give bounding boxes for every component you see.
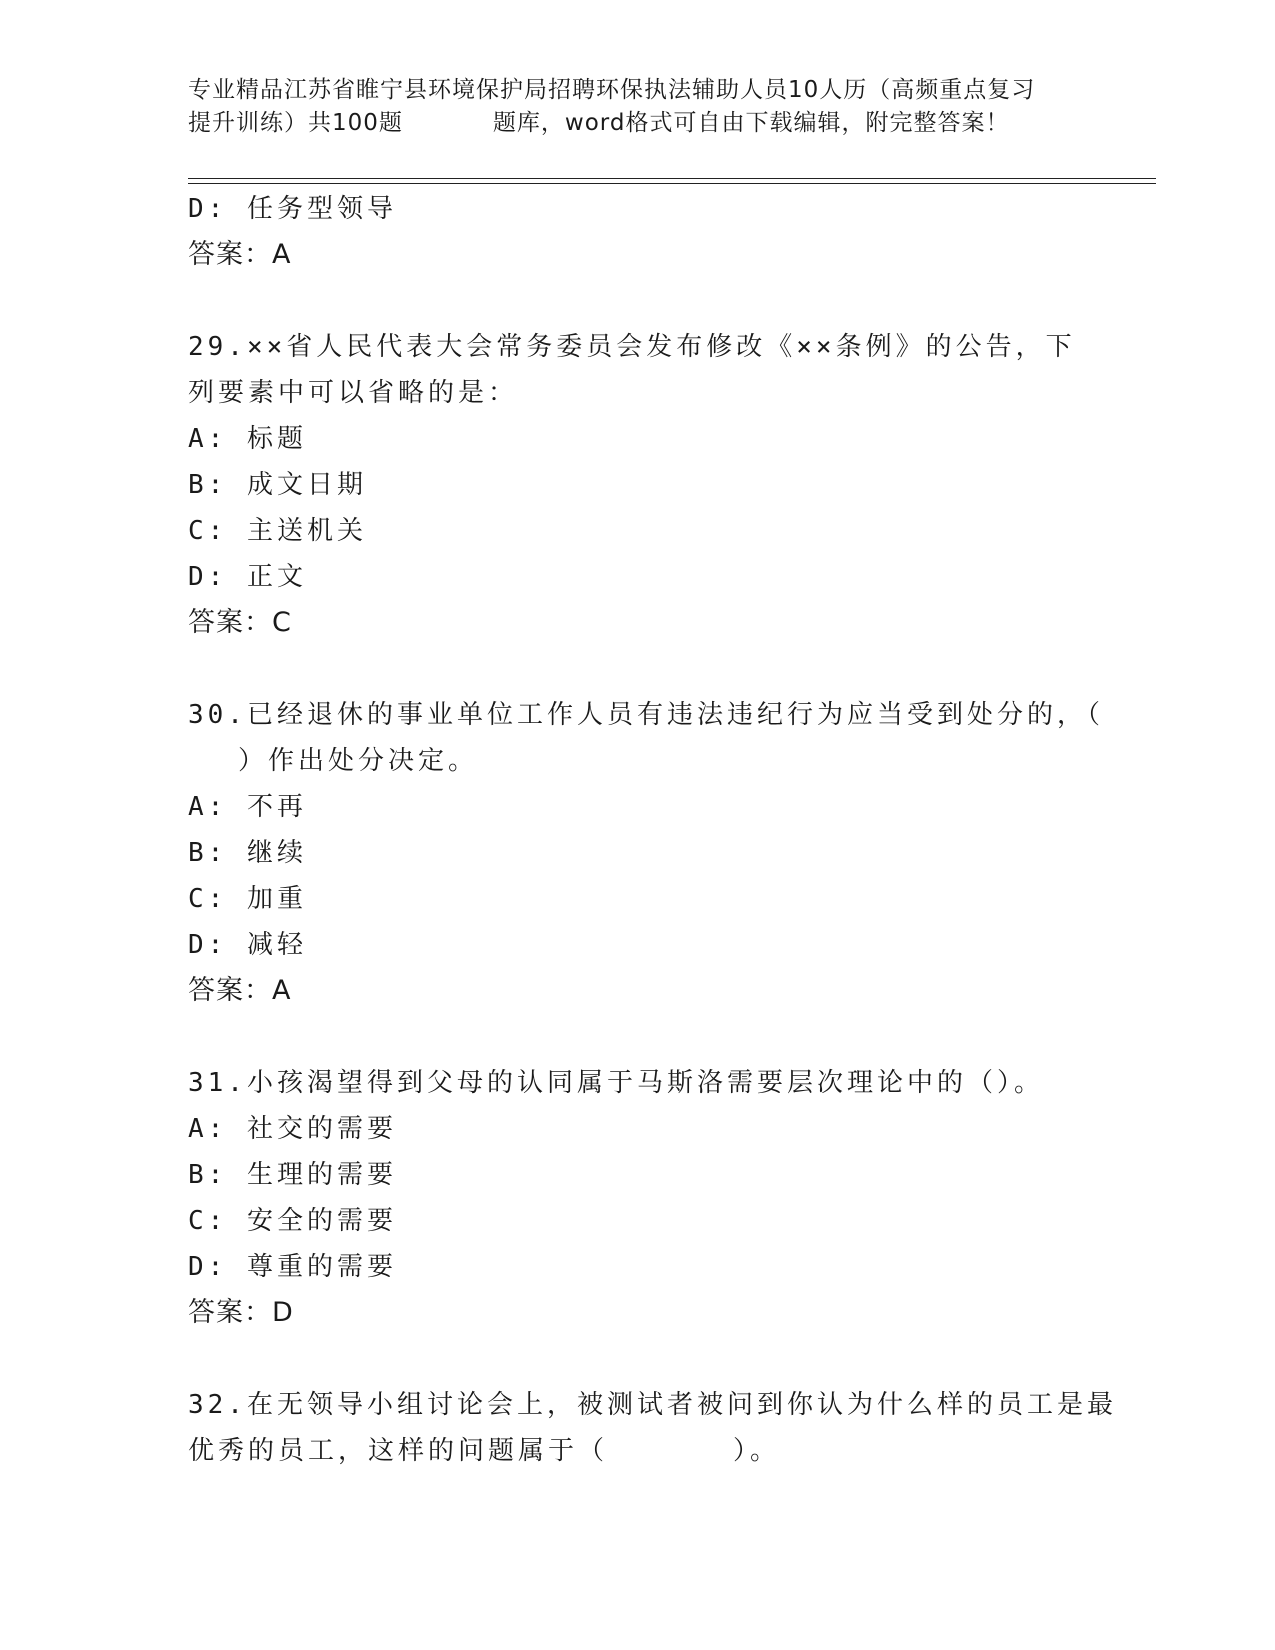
spacer [188, 278, 1088, 324]
question-31 [188, 1060, 1088, 1336]
question-29 [188, 324, 1088, 646]
option-d: D: 尊重的需要 [188, 1252, 397, 1282]
page-header [188, 74, 1088, 140]
question-30 [188, 692, 1104, 1014]
option-a: A: 标题 [188, 424, 307, 454]
header-title-part-a: 提升训练）共100题 [188, 110, 403, 136]
spacer [188, 1336, 1088, 1382]
question-text-tail: ）作出处分决定。 [238, 746, 479, 776]
header-divider-top [188, 178, 1156, 179]
answer-line: 答案：C [188, 607, 292, 638]
option-a: A: 不再 [188, 792, 307, 822]
question-text-continued [188, 1428, 1088, 1474]
option-b: B: 成文日期 [188, 470, 367, 500]
answer-line: 答案：A [188, 975, 292, 1006]
answer-line: 答案：A [188, 239, 292, 270]
option-c: C: 安全的需要 [188, 1206, 397, 1236]
option-b: B: 生理的需要 [188, 1160, 397, 1190]
answer-line: 答案：D [188, 1297, 294, 1328]
question-list [188, 186, 1117, 1474]
spacer [188, 646, 1088, 692]
option-c: C: 主送机关 [188, 516, 367, 546]
question-text-continued: 列要素中可以省略的是： [188, 378, 519, 408]
header-title-line-2 [188, 107, 1088, 140]
header-divider-bottom [188, 183, 1156, 184]
question-text: 32.在无领导小组讨论会上，被测试者被问到你认为什么样的员工是最 [188, 1390, 1117, 1420]
option-a: A: 社交的需要 [188, 1114, 397, 1144]
question-text-tail: ）。 [733, 1436, 781, 1466]
question-text-continued [188, 738, 1088, 784]
option-c: C: 加重 [188, 884, 307, 914]
question-text: 29.××省人民代表大会常务委员会发布修改《××条例》的公告，下 [188, 332, 1076, 362]
option-d: D: 任务型领导 [188, 194, 397, 224]
spacer [188, 1014, 1088, 1060]
question-text-head: 优秀的员工，这样的问题属于（ [188, 1436, 609, 1466]
question-text: 30.已经退休的事业单位工作人员有违法违纪行为应当受到处分的，（ [188, 700, 1104, 730]
question-text: 31.小孩渴望得到父母的认同属于马斯洛需要层次理论中的（）。 [188, 1068, 1044, 1098]
header-title-part-b: 题库，word格式可自由下载编辑，附完整答案！ [492, 110, 1010, 136]
option-d: D: 正文 [188, 562, 307, 592]
header-title-line-1: 专业精品江苏省睢宁县环境保护局招聘环保执法辅助人员10人历（高频重点复习 [188, 77, 1036, 103]
option-d: D: 减轻 [188, 930, 307, 960]
option-b: B: 继续 [188, 838, 307, 868]
question-32 [188, 1382, 1117, 1474]
